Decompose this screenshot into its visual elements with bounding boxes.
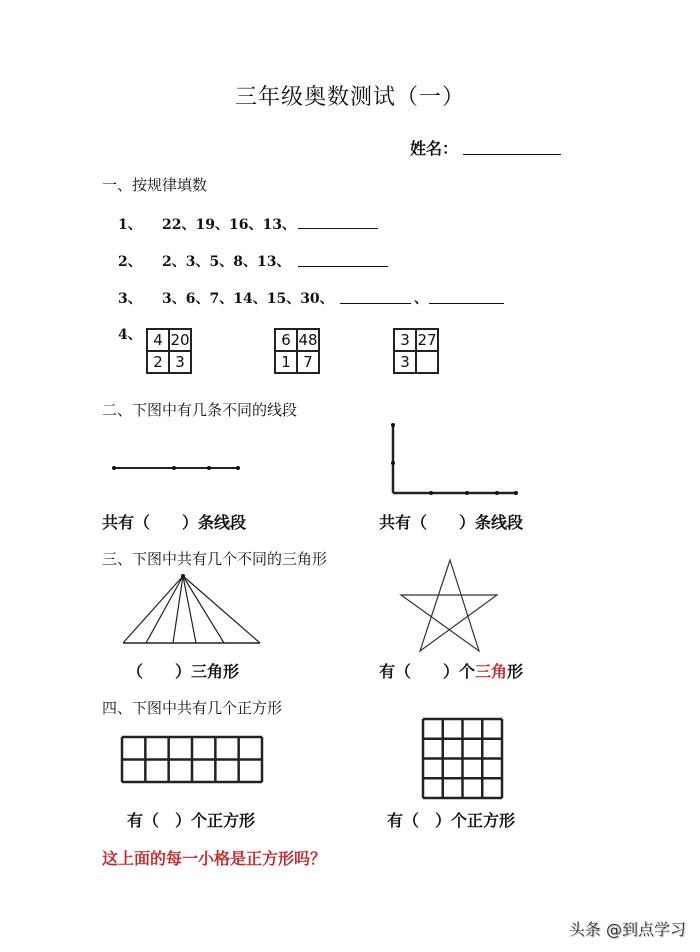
segment-point	[495, 491, 499, 495]
section3-answer-left: （ ）三角形	[127, 662, 240, 681]
grid-cell: 20	[170, 331, 190, 349]
segment-figure-horizontal	[112, 466, 240, 470]
page-title: 三年级奥数测试（一）	[234, 85, 465, 110]
segment-point	[236, 466, 240, 470]
star-figure	[401, 560, 497, 651]
name-label: 姓名：	[410, 139, 459, 158]
segment-point	[112, 466, 116, 470]
grid-cell: 4	[147, 329, 169, 351]
section2-answer-left: 共有（ ）条线段	[102, 513, 247, 532]
segment-point	[514, 491, 518, 495]
grid-cell: 3	[394, 351, 416, 373]
section2-answer-right: 共有（ ）条线段	[379, 513, 524, 532]
segment-point	[465, 491, 469, 495]
segment-point	[207, 466, 211, 470]
q4-number: 4、	[118, 327, 142, 343]
grid-cell: 3	[169, 351, 191, 373]
square-grid-4x4	[423, 719, 502, 798]
section1-heading: 一、按规律填数	[102, 176, 208, 194]
segment-point	[391, 423, 395, 427]
section2-heading: 二、下图中有几条不同的线段	[102, 401, 298, 419]
grid-cell: 48	[298, 331, 318, 349]
q3-number: 3、	[118, 291, 142, 307]
q1-sequence: 22、19、16、13、	[162, 217, 296, 233]
segment-point	[391, 461, 395, 465]
grid-cell: 1	[275, 351, 297, 373]
q2-number: 2、	[118, 254, 142, 270]
grid-cell: 27	[417, 331, 437, 349]
section4-heading: 四、下图中共有几个正方形	[102, 699, 283, 717]
q3-sequence: 3、6、7、14、15、30、	[162, 291, 334, 307]
section4-answer-right: 有（ ）个正方形	[387, 811, 516, 830]
watermark: 头条 @到点学习	[568, 920, 686, 939]
answer-red-text: 三角	[475, 662, 508, 681]
q1-number: 1、	[118, 217, 142, 233]
apex-point	[181, 574, 185, 578]
segment-point	[172, 466, 176, 470]
grid-cell: 3	[394, 329, 416, 351]
section4-answer-left: 有（ ）个正方形	[127, 811, 256, 830]
answer-prefix: 有（ ）个	[379, 662, 476, 681]
section3-heading: 三、下图中共有几个不同的三角形	[102, 550, 328, 568]
segment-point	[429, 491, 433, 495]
segment-figure-l-shape	[391, 423, 518, 495]
grid-cell: 7	[297, 351, 319, 373]
q3-separator: 、	[414, 291, 428, 307]
grid-cell: 2	[147, 351, 169, 373]
fan-triangle-figure	[123, 574, 260, 643]
star-outline	[401, 560, 497, 651]
section4-note: 这上面的每一小格是正方形吗？	[102, 849, 327, 868]
grid-cell: 6	[275, 329, 297, 351]
q2-sequence: 2、3、5、8、13、	[162, 254, 291, 270]
square-grid-6x2	[122, 737, 262, 782]
answer-suffix: 形	[507, 662, 524, 681]
